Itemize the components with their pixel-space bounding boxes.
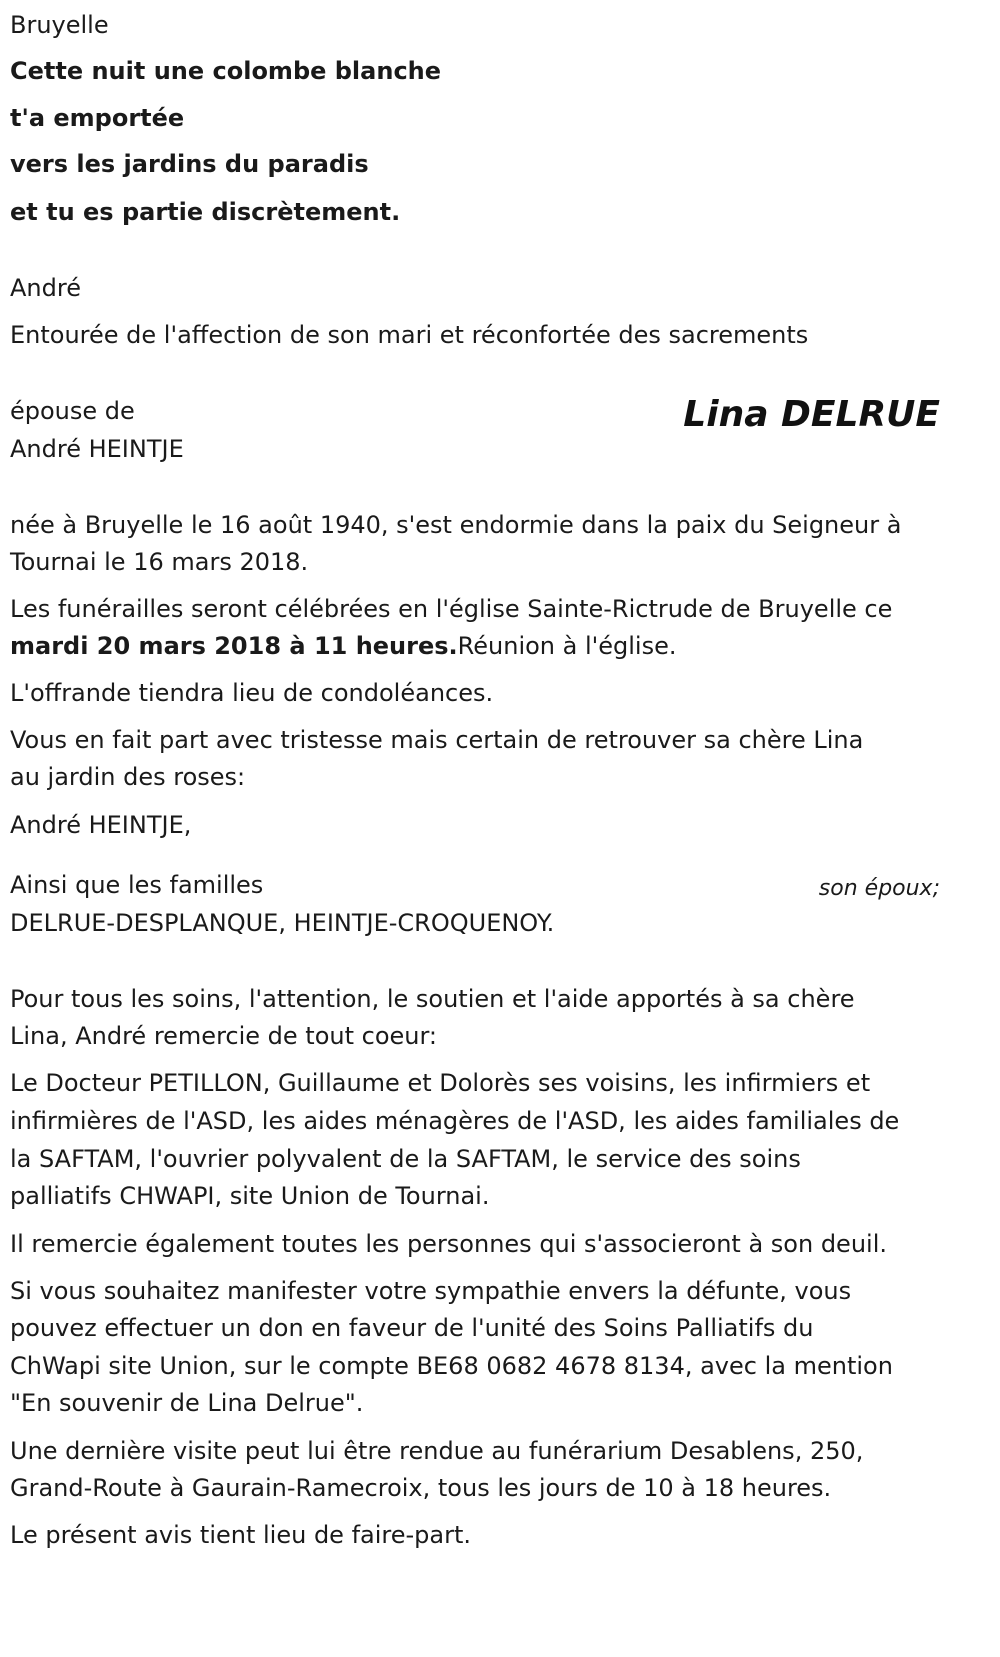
deceased-name: Lina DELRUE [683,394,940,435]
poem-line: et tu es partie discrètement. [10,198,401,226]
thanks-list-line: infirmières de l'ASD, les aides ménagères de l'ASD, les aides familiales de [10,1107,900,1135]
visit-line: Grand-Route à Gaurain-Ramecroix, tous les jours de 10 à 18 heures. [10,1474,832,1502]
thanks-intro-line: Pour tous les soins, l'attention, le soutien et l'aide apportés à sa chère [10,985,855,1013]
donation-line: pouvez effectuer un don en faveur de l'unité des Soins Palliatifs du [10,1314,814,1342]
intro-text: Entourée de l'affection de son mari et réconfortée des sacrements [10,321,809,349]
poem-line: vers les jardins du paradis [10,150,369,178]
closing-text: Le présent avis tient lieu de faire-part. [10,1521,472,1549]
announcement-line: Vous en fait part avec tristesse mais certain de retrouver sa chère Lina [10,726,864,754]
visit-line: Une dernière visite peut lui être rendue au funérarium Desablens, 250, [10,1437,864,1465]
families-label: Ainsi que les familles [10,871,264,899]
husband-role: son époux; [818,876,940,901]
poem-signature: André [10,274,81,302]
poem-line: t'a emportée [10,104,185,132]
funeral-line: Les funérailles seront célébrées en l'église Sainte-Rictrude de Bruyelle ce [10,595,893,623]
thanks-intro-line: Lina, André remercie de tout coeur: [10,1022,438,1050]
birth-death-line: née à Bruyelle le 16 août 1940, s'est endormie dans la paix du Seigneur à [10,511,902,539]
thanks-list-line: la SAFTAM, l'ouvrier polyvalent de la SAFTAM, le service des soins [10,1145,801,1173]
spouse-label: épouse de [10,397,135,425]
location: Bruyelle [10,11,109,39]
funeral-date: mardi 20 mars 2018 à 11 heures. [10,632,458,660]
thanks-list-line: Le Docteur PETILLON, Guillaume et Dolorès ses voisins, les infirmiers et [10,1069,871,1097]
offering-text: L'offrande tiendra lieu de condoléances. [10,679,494,707]
birth-death-line: Tournai le 16 mars 2018. [10,548,309,576]
funeral-date-line [10,627,676,665]
thanks-all-text: Il remercie également toutes les personnes qui s'associeront à son deuil. [10,1230,887,1258]
families-names: DELRUE-DESPLANQUE, HEINTJE-CROQUENOY. [10,909,555,937]
donation-line: "En souvenir de Lina Delrue". [10,1389,364,1417]
donation-line: Si vous souhaitez manifester votre sympathie envers la défunte, vous [10,1277,852,1305]
thanks-list-line: palliatifs CHWAPI, site Union de Tournai. [10,1182,490,1210]
poem-line: Cette nuit une colombe blanche [10,57,442,85]
husband-name: André HEINTJE, [10,811,192,839]
announcement-line: au jardin des roses: [10,763,246,791]
donation-line: ChWapi site Union, sur le compte BE68 0682 4678 8134, avec la mention [10,1352,893,1380]
spouse-name: André HEINTJE [10,435,184,463]
funeral-gathering: Réunion à l'église. [457,632,677,660]
